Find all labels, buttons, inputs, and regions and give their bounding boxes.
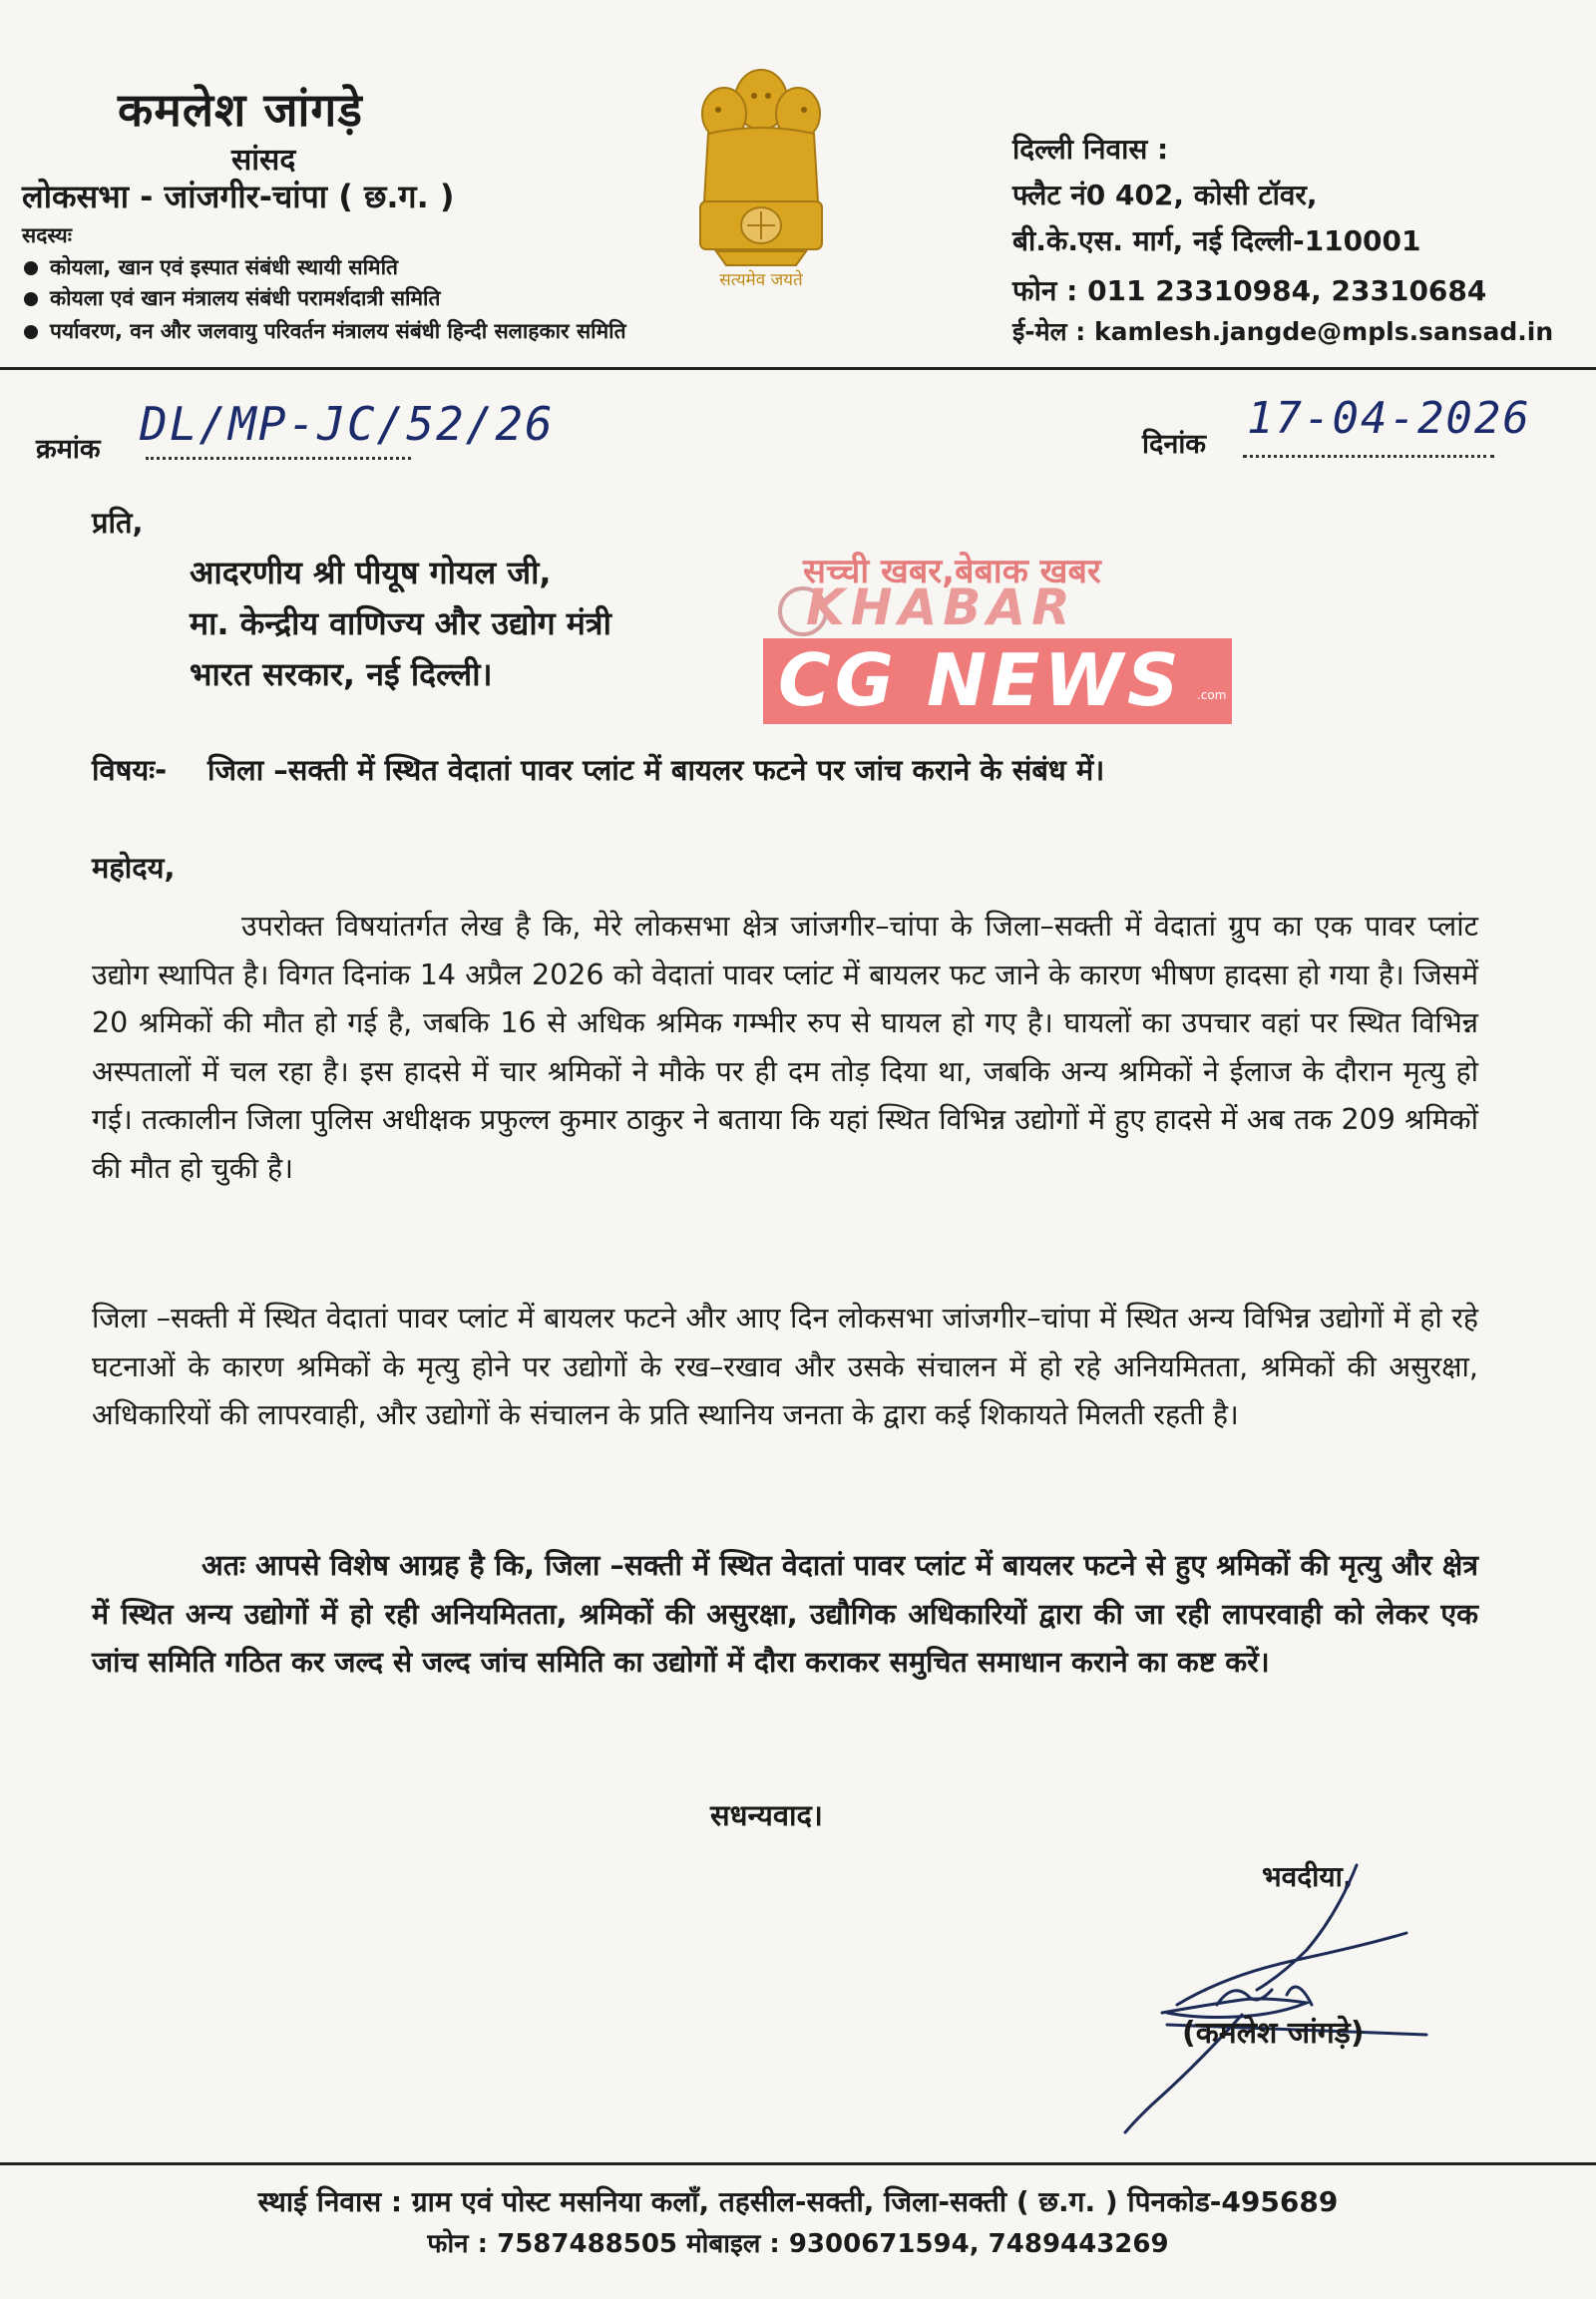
thanks-line: सधन्यवाद। <box>710 1798 823 1832</box>
header-divider <box>0 367 1596 370</box>
delhi-address-label: दिल्ली निवास : <box>1012 133 1169 166</box>
member-label: सदस्यः <box>22 223 72 247</box>
watermark-brand-main: CG NEWS <box>778 638 1183 722</box>
email-line: ई-मेल : kamlesh.jangde@mpls.sansad.in <box>1012 317 1554 346</box>
salutation: महोदय, <box>92 851 176 885</box>
footer-phones: फोन : 7587488505 मोबाइल : 9300671594, 7489443269 <box>427 2229 1169 2259</box>
body-paragraph: उपरोक्त विषयांतर्गत लेख है कि, मेरे लोकसभा क्षेत्र जांजगीर–चांपा के जिला–सक्ती में वेदातां ग्रुप का एक पावर प्लांट उद्योग स्थापित है। विगत दिनांक 14 अप्रैल 2026 को वेदातां पावर प्लांट में बायलर फट जाने के कारण भीषण हादसा हो गया है। जिसमें 20 श्रमिकों की मौत हो गई है, जबकि 16 से अधिक श्रमिक गम्भीर रुप से घायल हो गए है। घायलों का उपचार वहां पर स्थित विभिन्न अस्पतालों में चल रहा है। इस हादसे में चार श्रमिकों ने मौके पर ही दम तोड़ दिया था, जबकि अन्य श्रमिकों ने ईलाज के दौरान मृत्यु हो गई। तत्कालीन जिला पुलिस अधीक्षक प्रफुल्ल कुमार ठाकुर ने बताया कि यहां स्थित विभिन्न उद्योगों में हुए हादसे में अब तक 209 श्रमिकों की मौत हो चुकी है। <box>92 910 1478 1185</box>
committee-item: कोयला, खान एवं इस्पात संबंधी स्थायी समिति <box>24 253 398 281</box>
watermark-brand-suffix: .com <box>1197 688 1227 702</box>
footer-divider <box>0 2162 1596 2165</box>
bullet-icon <box>24 261 38 275</box>
closing-line: भवदीया, <box>1262 1860 1354 1893</box>
addressee-line: मा. केन्द्रीय वाणिज्य और उद्योग मंत्री <box>190 604 611 642</box>
permanent-address: स्थाई निवास : ग्राम एवं पोस्ट मसनिया कलॉं, तहसील-सक्ती, जिला-सक्ती ( छ.ग. ) पिनकोड-495689 <box>257 2185 1339 2218</box>
address-line: बी.के.एस. मार्ग, नई दिल्ली-110001 <box>1012 224 1421 257</box>
addressee-line: भारत सरकार, नई दिल्ली। <box>190 655 493 693</box>
bullet-icon <box>24 292 38 306</box>
reference-label: क्रमांक <box>36 434 101 465</box>
committee-item: कोयला एवं खान मंत्रालय संबंधी परामर्शदात्री समिति <box>24 284 440 312</box>
national-emblem-icon <box>686 52 836 291</box>
reference-number: DL/MP-JC/52/26 <box>140 397 555 451</box>
date-value: 17-04-2026 <box>1247 393 1531 444</box>
date-label: दिनांक <box>1142 429 1207 460</box>
sender-constituency: लोकसभा - जांजगीर-चांपा ( छ.ग. ) <box>22 178 455 215</box>
body-paragraph: जिला –सक्ती में स्थित वेदातां पावर प्लांट में बायलर फटने और आए दिन लोकसभा जांजगीर–चांपा में स्थित अन्य विभिन्न उद्योगों में हो रहे घटनाओं के कारण श्रमिकों के मृत्यु होने पर उद्योगों के रख–रखाव और उसके संचालन में हो रहे अनियमितता, श्रमिकों की असुरक्षा, अधिकारियों की लापरवाही, और उद्योगों के संचालन के प्रति स्थानिय जनता के द्वारा कई शिकायते मिलती रहती है। <box>92 1302 1478 1431</box>
addressee-line: आदरणीय श्री पीयूष गोयल जी, <box>190 554 552 591</box>
sender-designation: सांसद <box>231 143 296 178</box>
watermark-tagline: सच्ची खबर,बेबाक खबर <box>803 552 1101 591</box>
address-line: फ्लैट नं0 402, कोसी टॉवर, <box>1012 179 1318 211</box>
subject-text: जिला –सक्ती में स्थित वेदातां पावर प्लांट में बायलर फटने पर जांच कराने के संबंध में। <box>207 753 1105 787</box>
body-paragraph: अतः आपसे विशेष आग्रह है कि, जिला –सक्ती में स्थित वेदातां पावर प्लांट में बायलर फटने से हुए श्रमिकों की मृत्यु और क्षेत्र में स्थित अन्य उद्योगों में हो रही अनियमितता, श्रमिकों की असुरक्षा, उद्यौगिक अधिकारियों द्वारा की जा रही लापरवाही को लेकर एक जांच समिति गठित कर जल्द से जल्द जांच समिति का उद्योगों में दौरा कराकर समुचित समाधान कराने का कष्ट करें। <box>92 1549 1478 1679</box>
date-underline <box>1243 455 1494 458</box>
committee-item: पर्यावरण, वन और जलवायु परिवर्तन मंत्रालय संबंधी हिन्दी सलाहकार समिति <box>24 317 626 345</box>
phone-line: फोन : 011 23310984, 23310684 <box>1012 274 1487 307</box>
signatory-name: (कमलेश जांगड़े) <box>1182 2016 1365 2051</box>
reference-underline <box>146 457 411 460</box>
subject-label: विषयः- <box>92 753 168 787</box>
handwritten-signature <box>1067 1855 1436 2144</box>
watermark-brand-top: KHABAR <box>806 578 1076 636</box>
addressee-prefix: प्रति, <box>92 506 144 540</box>
emblem-caption: सत्यमेव जयते <box>719 270 803 290</box>
sender-name: कमलेश जांगड़े <box>118 83 363 137</box>
bullet-icon <box>24 325 38 339</box>
